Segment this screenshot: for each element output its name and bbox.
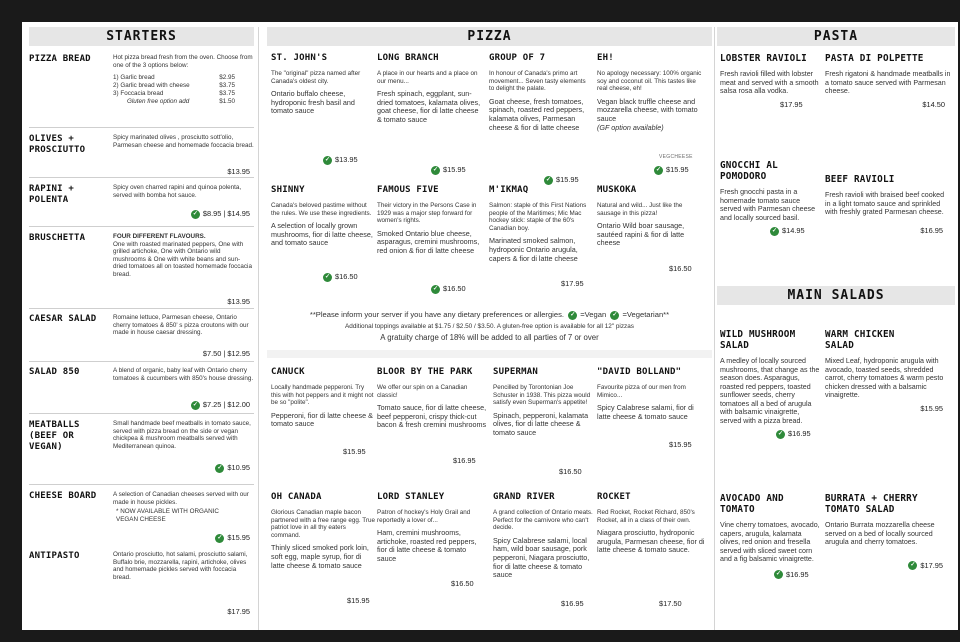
- pizza-title: LONG BRANCH: [377, 53, 439, 63]
- starter-desc: Spicy oven charred rapini and quinoa polenta, served with bomba hot sauce.: [113, 184, 242, 199]
- starter-olives: [29, 134, 254, 176]
- pizza-david-bolland: [597, 367, 705, 485]
- starter-title: SALAD 850: [29, 367, 80, 377]
- pizza-gf-note: (GF option available): [597, 122, 664, 132]
- pasta-gnocchi: [720, 160, 820, 236]
- pizza-title: SUPERMAN: [493, 367, 538, 377]
- pasta-desc: Fresh ravioli filled with lobster meat and served with a smooth salsa rosa alla vodka.: [720, 70, 819, 95]
- pizza-price: $15.95: [443, 165, 466, 174]
- pizza-title: OH CANADA: [271, 492, 322, 502]
- pizza-ingredients: Spicy Calabrese salami, local ham, wild boar sausage, pork pepperoni, Niagara prosciutto, fior di latte cheese & tomato sauce: [493, 535, 590, 580]
- salad-desc: A medley of locally sourced mushrooms, that change as the season does. Asparagus, roasted red peppers, toasted sunflower seeds, cherry tomatoes all a bed of arugula with balsamic vinaigrette, served with a pizza bread.: [720, 357, 820, 425]
- pizza-story: Red Rocket, Rocket Richard, 850's Rocket, all in a class of their own.: [597, 509, 695, 524]
- starter-desc: A selection of Canadian cheeses served with our made in house pickles.: [113, 491, 249, 506]
- starter-desc-note: * NOW AVAILABLE WITH ORGANIC VEGAN CHEESE: [116, 508, 219, 523]
- pizza-story: Favourite pizza of our men from Mimico...: [597, 384, 686, 399]
- starter-desc: Small handmade beef meatballs in tomato sauce, served with pizza bread on the side or vegan chickpea & mushroom meatballs served with Mediterranean quinoa.: [113, 420, 251, 450]
- pizza-mikmaq: [489, 185, 595, 305]
- starter-desc: Spicy marinated olives , prosciutto sott'olio, Parmesan cheese and homemade foccacia bread.: [113, 134, 254, 149]
- pizza-title: FAMOUS FIVE: [377, 185, 439, 195]
- option-price: $3.75: [219, 90, 235, 98]
- notice-vegetarian: =Vegetarian**: [622, 310, 670, 319]
- pasta-price: $14.50: [922, 99, 945, 109]
- pizza-title: GROUP OF 7: [489, 53, 546, 63]
- divider: [29, 484, 254, 485]
- starters-heading: STARTERS: [29, 27, 254, 46]
- pizza-price: $16.50: [559, 467, 582, 476]
- divider: [29, 361, 254, 362]
- vegan-leaf-icon: ✓: [570, 311, 576, 318]
- vegan-leaf-icon: ✓: [192, 401, 198, 408]
- pizza-story: Salmon: staple of this First Nations people of the Maritimes; Mic Mac hockey stick: staple of the 60's Canadian boy.: [489, 202, 587, 232]
- pasta-title: PASTA DI POLPETTE: [825, 53, 924, 64]
- vegan-leaf-icon: ✓: [217, 534, 223, 541]
- column-divider: [714, 27, 715, 630]
- starter-desc: One with roasted marinated peppers, One with grilled artichoke, One with Ontario wild mushrooms & One with white beans and sun-dried tomatoes all on toasted homemade foccacia bread.: [113, 240, 252, 278]
- starters-column: [29, 27, 254, 630]
- pizza-ingredients: A selection of locally grown mushrooms, fior di latte cheese, and tomato sauce: [271, 221, 373, 248]
- starter-desc: A blend of organic, baby leaf with Ontario cherry tomatoes & cucumbers with 850's house dressing.: [113, 367, 254, 382]
- salad-desc: Vine cherry tomatoes, avocado, capers, arugula, kalamata olives, red onion and fresella served with sliced sweet corn and a fig balsamic vinaigrette.: [720, 521, 820, 563]
- pizza-ingredients: Ham, cremini mushrooms, artichoke, roasted red peppers, fior di latte cheese & tomato sauce: [377, 528, 477, 563]
- pizza-price: $16.95: [561, 599, 584, 608]
- starter-salad-850: [29, 367, 254, 412]
- divider: [29, 226, 254, 227]
- pasta-desc: Fresh rigatoni & handmade meatballs in a tomato sauce served with Parmesan cheese.: [825, 70, 951, 95]
- pizza-title: LORD STANLEY: [377, 492, 445, 502]
- pizza-price: $16.50: [443, 284, 466, 293]
- pizza-bloor-by-the-park: [377, 367, 487, 485]
- pizza-story: Natural and wild... Just like the sausage in this pizza!: [597, 202, 683, 217]
- starter-desc: Romaine lettuce, Parmesan cheese, Ontario cherry tomatoes & 850' s pizza croutons with our made in house caesar dressing.: [113, 314, 249, 337]
- dietary-notice: [271, 310, 708, 350]
- pizza-title: "DAVID BOLLAND": [597, 367, 682, 377]
- pizza-ingredients: Niagara prosciutto, hydroponic arugula, Parmesan cheese, fior di latte cheese & tomato sauce.: [597, 528, 705, 555]
- vegetarian-leaf-icon: ✓: [432, 285, 439, 292]
- starter-cheese-board: [29, 491, 254, 546]
- pizza-price: $17.95: [561, 279, 584, 288]
- vegcheese-badge: VEGCHEESE: [659, 154, 693, 160]
- pizza-title: MUSKOKA: [597, 185, 637, 195]
- salad-wild-mushroom: [720, 329, 820, 439]
- pizza-ingredients: Ontario buffalo cheese, hydroponic fresh basil and tomato sauce: [271, 89, 355, 116]
- salad-title: BURRATA + CHERRY TOMATO SALAD: [825, 493, 918, 515]
- pasta-di-polpette: [825, 53, 953, 109]
- pizza-ingredients: Thinly sliced smoked pork loin, soft egg, maple syrup, fior di latte cheese & tomato sauce: [271, 543, 369, 570]
- divider: [29, 127, 254, 128]
- pasta-desc: Fresh ravioli with braised beef cooked in a light tomato sauce and sprinkled with freshly grated Parmesan cheese.: [825, 191, 945, 216]
- pasta-price: $14.95: [782, 226, 805, 235]
- starter-rapini: [29, 184, 254, 224]
- pizza-story: A place in our hearts and a place on our menu...: [377, 70, 478, 85]
- pizza-long-branch: [377, 53, 483, 178]
- notice-gratuity: A gratuity charge of 18% will be added to all parties of 7 or over: [380, 332, 599, 342]
- pizza-ingredients: Pepperoni, fior di latte cheese & tomato sauce: [271, 410, 373, 429]
- pizza-story: Patron of hockey's Holy Grail and reportedly a lover of...: [377, 509, 471, 524]
- pizza-ingredients: Smoked Ontario blue cheese, asparagus, cremini mushrooms, red onion & fior di latte cheese: [377, 228, 480, 255]
- option-price: $3.75: [219, 82, 235, 90]
- pizza-superman: [493, 367, 595, 485]
- starter-title: CAESAR SALAD: [29, 314, 97, 324]
- salad-title: WARM CHICKEN SALAD: [825, 329, 895, 351]
- pizza-oh-canada: [271, 492, 375, 622]
- starter-price: $13.95: [227, 167, 250, 176]
- pizza-title: GRAND RIVER: [493, 492, 555, 502]
- separator-band: [267, 350, 712, 358]
- pasta-lobster-ravioli: [720, 53, 820, 109]
- pizza-title: CANUCK: [271, 367, 305, 377]
- starter-price: $8.95 | $14.95: [202, 209, 250, 218]
- pizza-ingredients: Tomato sauce, fior di latte cheese, beef pepperoni, crispy thick-cut bacon & fresh cremini mushrooms: [377, 403, 487, 430]
- pizza-price: $15.95: [343, 447, 366, 456]
- pizza-title: SHINNY: [271, 185, 305, 195]
- pizza-famous-five: [377, 185, 483, 305]
- vegetarian-leaf-icon: ✓: [545, 176, 552, 183]
- pasta-desc: Fresh gnocchi pasta in a homemade tomato sauce served with Parmesan cheese and locally sourced basil.: [720, 188, 816, 222]
- vegetarian-leaf-icon: ✓: [324, 273, 331, 280]
- pizza-ingredients: Fresh spinach, eggplant, sun-dried tomatoes, kalamata olives, goat cheese, fior di latte cheese & tomato sauce: [377, 89, 481, 124]
- option-price: $2.95: [219, 74, 235, 82]
- pizza-story: Pencilled by Torontonian Joe Schuster in 1938. This pizza would satisfy even Superman's appetite!: [493, 384, 591, 407]
- pizza-story: No apology necessary: 100% organic soy and coconut oil. This tastes like real cheese, eh!: [597, 70, 702, 93]
- pizza-heading: PIZZA: [267, 27, 712, 46]
- column-divider: [258, 27, 259, 630]
- salad-burrata: [825, 493, 951, 570]
- vegetarian-leaf-icon: ✓: [777, 430, 784, 437]
- vegetarian-leaf-icon: ✓: [771, 227, 778, 234]
- starter-title: BRUSCHETTA: [29, 233, 86, 243]
- starter-price: $15.95: [227, 533, 250, 542]
- starter-meatballs: [29, 420, 254, 480]
- option-price: $1.50: [219, 98, 235, 106]
- notice-toppings: Additional toppings available at $1.75 / $2.50 / $3.50. A gluten-free option is available for all 12" pizzas: [345, 322, 634, 330]
- starter-price: $7.25 | $12.00: [202, 400, 250, 409]
- salad-price: $17.95: [920, 560, 943, 570]
- pizza-title: BLOOR BY THE PARK: [377, 367, 473, 377]
- pizza-price: $15.95: [347, 596, 370, 605]
- vegetarian-leaf-icon: ✓: [910, 562, 916, 569]
- pasta-title: BEEF RAVIOLI: [825, 174, 895, 185]
- pizza-price: $16.50: [669, 264, 692, 273]
- pizza-ingredients: Spinach, pepperoni, kalamata olives, fior di latte cheese & tomato sauce: [493, 410, 589, 437]
- pizza-price: $17.50: [659, 599, 682, 608]
- pizza-price: $16.95: [453, 456, 476, 465]
- salad-desc: Ontario Burrata mozzarella cheese served on a bed of locally sourced arugula and cherry tomatoes.: [825, 521, 935, 546]
- divider: [29, 413, 254, 414]
- salad-warm-chicken: [825, 329, 951, 413]
- starter-title: OLIVES + PROSCIUTTO: [29, 134, 86, 155]
- pizza-price: $16.50: [335, 272, 358, 281]
- starter-price: $10.95: [227, 463, 250, 472]
- vegetarian-leaf-icon: ✓: [432, 166, 439, 173]
- pizza-price: $15.95: [556, 175, 579, 184]
- pasta-beef-ravioli: [825, 174, 951, 235]
- notice-vegan: =Vegan: [580, 310, 607, 319]
- salad-title: AVOCADO AND TOMATO: [720, 493, 784, 515]
- pizza-ingredients: Spicy Calabrese salami, fior di latte cheese & tomato sauce: [597, 403, 694, 421]
- pizza-muskoka: [597, 185, 705, 305]
- pizza-st-johns: [271, 53, 369, 178]
- pizza-canuck: [271, 367, 375, 485]
- pizza-story: Their victory in the Persons Case in 1929 was a major step forward for women's rights.: [377, 202, 477, 225]
- menu-sheet: [22, 22, 958, 630]
- pizza-ingredients: Goat cheese, fresh tomatoes, spinach, roasted red peppers, kalamata olives, Parmesan cheese & fior di latte cheese: [489, 96, 585, 132]
- pizza-ingredients: Ontario Wild boar sausage, sautéed rapini & fior di latte cheese: [597, 221, 685, 248]
- starter-title: RAPINI + POLENTA: [29, 184, 74, 205]
- pizza-story: The "original" pizza named after Canada's oldest city.: [271, 70, 361, 85]
- salad-title: WILD MUSHROOM SALAD: [720, 329, 796, 351]
- option-label: 2) Garlic bread with cheese: [113, 82, 190, 90]
- starter-caesar: [29, 314, 254, 359]
- pizza-shinny: [271, 185, 373, 305]
- vegan-leaf-icon: ✓: [655, 166, 662, 173]
- pizza-title: ROCKET: [597, 492, 631, 502]
- vegetarian-leaf-icon: ✓: [324, 156, 331, 163]
- salad-price: $16.95: [788, 429, 811, 438]
- vegan-leaf-icon: ✓: [217, 464, 223, 471]
- pizza-grand-river: [493, 492, 595, 622]
- option-label: 3) Foccacia bread: [113, 90, 164, 98]
- starter-title: CHEESE BOARD: [29, 491, 97, 501]
- pizza-price: $15.95: [666, 165, 689, 174]
- pizza-lord-stanley: [377, 492, 483, 622]
- starter-title: MEATBALLS (BEEF OR VEGAN): [29, 420, 80, 452]
- pizza-group-of-7: [489, 53, 591, 184]
- pizza-title: M'IKMAQ: [489, 185, 529, 195]
- pasta-title: GNOCCHI AL POMODORO: [720, 160, 778, 182]
- pizza-ingredients: Marinated smoked salmon, hydroponic Ontario arugula, capers & fior di latte cheese: [489, 236, 578, 263]
- option-label: 1) Garlic bread: [113, 74, 155, 82]
- vegan-leaf-icon: ✓: [192, 210, 198, 217]
- pizza-story: A grand collection of Ontario meats. Perfect for the carnivore who can't decide.: [493, 509, 593, 532]
- starter-desc-head: FOUR DIFFERENT FLAVOURS.: [113, 233, 206, 240]
- pizza-story: We offer our spin on a Canadian classic!: [377, 384, 468, 399]
- pizza-ingredients: Vegan black truffle cheese and mozzarella cheese, with tomato sauce: [597, 96, 698, 123]
- pizza-story: Canada's beloved pastime without the rules. We use these ingredients.: [271, 202, 372, 217]
- salad-price: $16.95: [786, 569, 809, 579]
- pasta-title: LOBSTER RAVIOLI: [720, 53, 807, 64]
- pizza-title: EH!: [597, 53, 614, 63]
- pizza-story: Glorious Canadian maple bacon partnered with a free range egg. True patriot love in all thy eaters command.: [271, 509, 375, 539]
- pizza-eh: [597, 53, 705, 193]
- salads-heading: MAIN SALADS: [717, 286, 955, 305]
- pizza-column: [267, 27, 712, 630]
- starter-price: $7.50 | $12.95: [202, 349, 250, 358]
- vegan-leaf-icon: ✓: [775, 571, 782, 578]
- starter-price: $13.95: [227, 297, 250, 306]
- pizza-story: Locally handmade pepperoni. Try this with hot peppers and it might not be so "polite".: [271, 384, 374, 407]
- pasta-column: [717, 27, 955, 630]
- starter-title: ANTIPASTO: [29, 551, 80, 561]
- option-label: Gluten free option add: [127, 98, 190, 106]
- pasta-price: $16.95: [920, 225, 943, 235]
- pizza-rocket: [597, 492, 705, 622]
- pizza-title: ST. JOHN'S: [271, 53, 328, 63]
- starter-price: $17.95: [227, 607, 250, 616]
- starter-desc: Ontario prosciutto, hot salami, prosciutto salami, Buffalo brie, mozzarella, rapini, artichoke, olives and homemade pickles served with foccacia bread.: [113, 551, 248, 581]
- pizza-price: $13.95: [335, 155, 358, 164]
- starter-pizza-bread: [29, 54, 254, 144]
- starter-antipasto: [29, 551, 254, 621]
- pizza-price: $16.50: [451, 579, 474, 588]
- pasta-price: $17.95: [780, 99, 803, 109]
- divider: [29, 177, 254, 178]
- pasta-heading: PASTA: [717, 27, 955, 46]
- salad-price: $15.95: [920, 403, 943, 413]
- salad-avocado-tomato: [720, 493, 820, 579]
- divider: [29, 308, 254, 309]
- starter-title: PIZZA BREAD: [29, 54, 91, 64]
- notice-allergies: **Please inform your server if you have any dietary preferences or allergies.: [309, 310, 564, 319]
- starter-bruschetta: [29, 233, 254, 308]
- pizza-price: $15.95: [669, 440, 692, 449]
- vegetarian-leaf-icon: ✓: [612, 311, 618, 318]
- salad-desc: Mixed Leaf, hydroponic arugula with avocado, toasted seeds, shredded carrot, cherry tomatoes & warm pesto chicken dressed with a balsamic vinaigrette.: [825, 357, 944, 399]
- pizza-story: In honour of Canada's primo art movement... Seven tasty elements to delight the palate.: [489, 70, 586, 93]
- starter-desc: Hot pizza bread fresh from the oven. Choose from one of the 3 options below:: [113, 54, 253, 69]
